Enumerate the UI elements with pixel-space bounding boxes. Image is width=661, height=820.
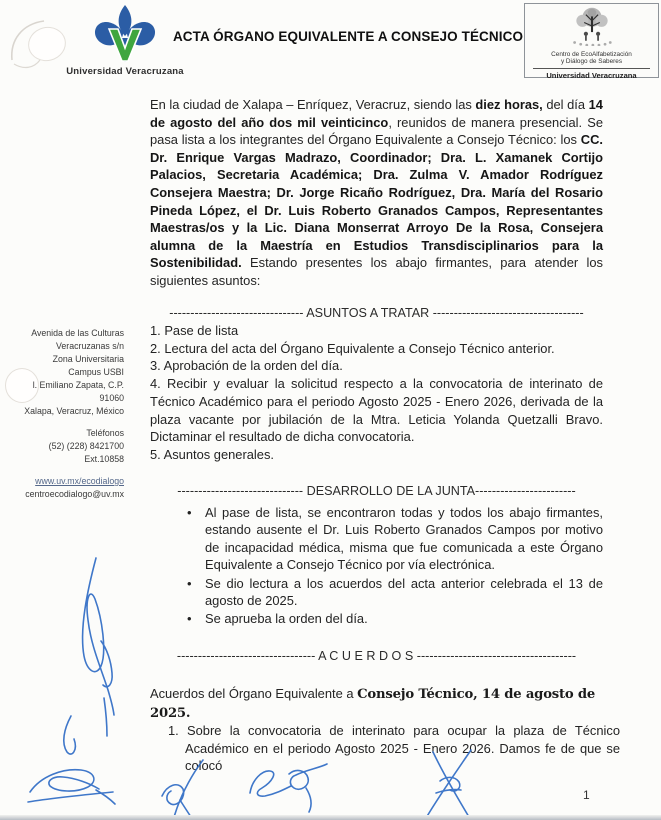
- agenda-item: 2. Lectura del acta del Órgano Equivalente a Consejo Técnico anterior.: [150, 340, 555, 356]
- address-line: 91060: [99, 393, 124, 403]
- signature-left-margin: [64, 716, 76, 754]
- scan-blob-artifact: [24, 23, 69, 65]
- tree-logo-icon: [565, 6, 619, 46]
- center-logo-caption: Centro de EcoAlfabetización: [551, 51, 632, 58]
- agenda-item: 3. Aprobación de la orden del día.: [150, 358, 343, 374]
- center-logo-caption: y Diálogo de Saberes: [560, 58, 623, 66]
- acuerdos-lead-normal: Acuerdos del Órgano Equivalente a: [150, 686, 358, 701]
- phone-number: (52) (228) 8421700: [48, 441, 124, 451]
- agenda-item: 5. Asuntos generales.: [150, 446, 274, 462]
- text-segment: CC. Dr. Enrique Vargas Madrazo, Coordinador; Dra. L. Xamanek Cortijo Palacios, Secretaria Académica; Dra. Zulma V. Amador Rodríguez Consejera Maestra; Dr. Jorge Ricaño Rodríguez, Dra. María del Rosario Pineda López, el Dr. Luis Roberto Granados Campos, Representantes Maestras/os y la Lic. Diana Monserrat Arroyo De la Rosa, Consejera alumna de la Maestría en Estudios Transdisciplinarios para la Sostenibilidad.: [150, 132, 603, 271]
- phone-ext: Ext.10858: [84, 454, 124, 464]
- bullet-item: • Al pase de lista, se encontraron todas y todos los abajo firmantes, estando ausente el Dr. Luis Roberto Granados Campos por motivo de incapacidad médica, misma que fue comunicada a este Órgano Equivalente a Consejo Técnico por vía electrónica.: [150, 504, 603, 574]
- signature-bottom-3: [250, 771, 291, 796]
- address-line: Zona Universitaria: [52, 354, 124, 364]
- signature-bottom-2: [162, 785, 184, 805]
- text-segment: 14 de agosto del año dos mil veinticinco: [150, 97, 603, 130]
- uv-logo-caption: Universidad Veracruzana: [66, 66, 184, 77]
- center-logo-university: Universidad Veracruzana: [546, 70, 637, 80]
- signature-bottom-4: [436, 790, 461, 793]
- phone-block: [6, 427, 124, 466]
- address-line: Veracruzanas s/n: [56, 341, 124, 351]
- universidad-veracruzana-logo-icon: [88, 4, 162, 66]
- links-block: [6, 475, 124, 501]
- section-heading-acuerdos: --------------------------------- A C U E R D O S --------------------------------------: [176, 649, 577, 663]
- letterhead-sidebar: [6, 327, 124, 510]
- text-segment: diez horas,: [475, 97, 543, 112]
- acuerdos-lead-date: Consejo Técnico, 14 de agosto de 2025.: [150, 687, 596, 721]
- signature-left-margin: [83, 558, 114, 715]
- section-heading-desarrollo: ------------------------------ DESARROLLO DE LA JUNTA------------------------: [177, 484, 576, 498]
- intro-paragraph: [150, 96, 603, 290]
- address-block: [6, 327, 124, 418]
- address-line: Avenida de las Culturas: [31, 328, 124, 338]
- agenda-item: 4. Recibir y evaluar la solicitud respecto a la convocatoria de interinato de Técnico Académico para el periodo Agosto 2025 - Enero 2026, derivada de la plaza vacante por jubilación de la Mtra. Leticia Yolanda Quetzalli Bravo. Dictaminar el resultado de dicha convocatoria.: [150, 376, 603, 445]
- address-line: l. Emiliano Zapata, C.P.: [32, 380, 124, 390]
- agenda-item: 1. Pase de lista: [150, 323, 239, 338]
- centro-ecoalfabetizacion-logo-box: [524, 3, 659, 78]
- signature-left-margin: [104, 698, 107, 736]
- phone-label: Teléfonos: [86, 428, 124, 438]
- website-link: www.uv.mx/ecodialogo: [35, 476, 124, 486]
- signature-bottom-1: [28, 792, 113, 802]
- acuerdo-item-1: 1. Sobre la convocatoria de interinato para ocupar la plaza de Técnico Académico en el periodo Agosto 2025 - Enero 2026. Damos fe de que se colocó: [168, 723, 620, 773]
- section-heading-asuntos: -------------------------------- ASUNTOS A TRATAR ------------------------------------: [169, 306, 584, 320]
- page-number: 1: [583, 788, 590, 802]
- bullet-item: • Se dio lectura a los acuerdos del acta anterior celebrada el 13 de agosto de 2025.: [150, 575, 603, 610]
- acuerdos-lead: [150, 685, 603, 722]
- signature-bottom-3: [306, 788, 311, 812]
- text-segment: , reunidos de manera presencial. Se pasa lista a los integrantes del Órgano Equivalente a Consejo Técnico: los: [150, 114, 603, 148]
- logo-divider: [533, 68, 650, 69]
- address-line: Xalapa, Veracruz, México: [24, 406, 124, 416]
- text-segment: Estando presentes los abajo firmantes, para atender los siguientes asuntos:: [150, 255, 603, 288]
- text-segment: del día: [542, 97, 589, 112]
- address-line: Campus USBI: [68, 367, 124, 377]
- asuntos-list: [150, 322, 603, 464]
- text-segment: En la ciudad de Xalapa – Enríquez, Veracruz, siendo las: [150, 97, 476, 112]
- page-title: ACTA ÓRGANO EQUIVALENTE A CONSEJO TÉCNICO: [172, 29, 524, 44]
- signature-bottom-1: [96, 790, 115, 804]
- bullet-item: • Se aprueba la orden del día.: [150, 610, 603, 627]
- email-address: centroecodialogo@uv.mx: [25, 489, 124, 499]
- signature-bottom-4: [440, 777, 460, 791]
- desarrollo-bullets: [150, 504, 603, 629]
- scan-bottom-edge: [0, 815, 661, 820]
- signature-bottom-1: [30, 770, 99, 792]
- signature-left-margin: [101, 641, 112, 687]
